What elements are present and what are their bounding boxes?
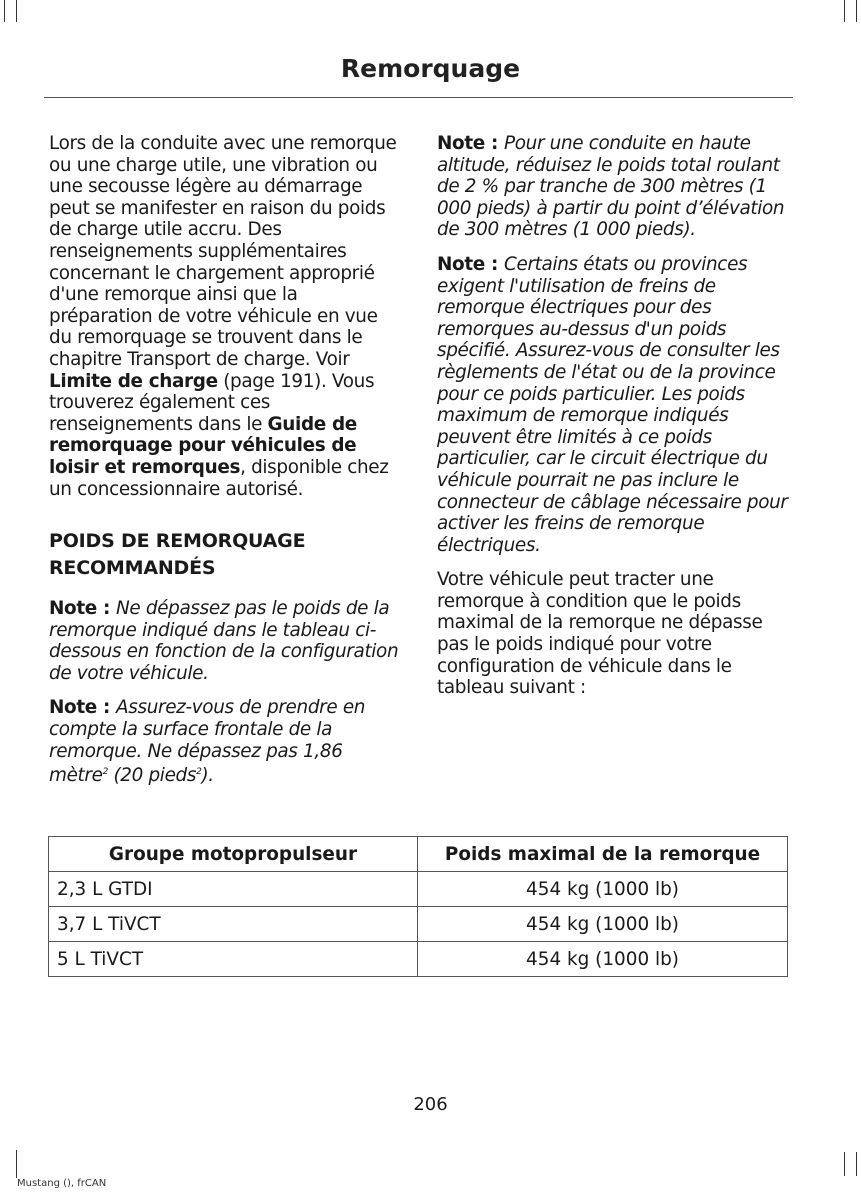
table-header-row — [49, 837, 788, 872]
table-cell-weight: 454 kg (1000 lb) — [418, 872, 788, 907]
section-heading: POIDS DE REMORQUAGE RECOMMANDÉS — [49, 530, 306, 580]
link-limite-de-charge[interactable]: Limite de charge — [49, 370, 218, 392]
header-divider — [44, 97, 793, 98]
superscript: 2 — [102, 767, 108, 778]
table-row — [49, 942, 788, 977]
note-label: Note : — [49, 598, 116, 620]
page-number: 206 — [413, 1094, 448, 1115]
crop-mark — [856, 1152, 857, 1176]
note-paragraph — [49, 598, 403, 684]
right-column — [437, 133, 791, 712]
note-text: Certains états ou provinces exigent l'utilisation de freins de remorque électriques pour des remorques au-dessus d'un poids spécifié. Assurez-vous de consulter les règlements de l'état ou de la province pour ce poids particulier. Les poids maximum de remorque indiqués peuvent être limités à ce poids particulier, car le circuit électrique du véhicule pourrait ne pas inclure le connecteur de câblage nécessaire pour activer les freins de remorque électriques. — [437, 253, 788, 556]
table-cell-weight: 454 kg (1000 lb) — [418, 907, 788, 942]
crop-mark — [16, 0, 17, 22]
table-cell-powertrain: 2,3 L GTDI — [49, 872, 418, 907]
intro-text: Lors de la conduite avec une remorque ou une charge utile, une vibration ou une secousse légère au démarrage peut se manifester en raison du poids de charge utile accru. Des renseignements supplémentaires concernant le chargement approprié d'une remorque ainsi que la préparation de votre véhicule en vue du remorquage se trouvent dans le chapitre Transport de charge. Voir — [49, 133, 397, 370]
intro-text: , disponible chez un concessionnaire autorisé. — [49, 456, 389, 500]
table-row — [49, 872, 788, 907]
column-header: Groupe motopropulseur — [49, 837, 418, 872]
crop-mark — [844, 0, 845, 22]
crop-mark — [844, 1152, 845, 1176]
intro-paragraph — [49, 133, 403, 500]
towing-weight-table — [48, 836, 788, 977]
link-guide-de-remorquage[interactable]: Guide de remorquage pour véhicules de loisir et remorques — [49, 413, 357, 478]
crop-mark — [16, 1150, 17, 1178]
crop-mark — [856, 0, 857, 22]
note-label: Note : — [49, 697, 116, 719]
note-text-part: Assurez-vous de prendre en compte la surface frontale de la remorque. Ne dépassez pas 1,86 mètre — [49, 697, 366, 787]
superscript: 2 — [196, 767, 202, 778]
note-text: Pour une conduite en haute altitude, réduisez le poids total roulant de 2 % par tranche de 300 mètres (1 000 pieds) à partir du point d’élévation de 300 mètres (1 000 pieds). — [437, 133, 785, 241]
intro-text: (page 191). Vous trouverez également ces renseignements dans le — [49, 370, 375, 435]
table-row — [49, 907, 788, 942]
note-paragraph — [437, 133, 791, 241]
table-cell-powertrain: 3,7 L TiVCT — [49, 907, 418, 942]
page-title: Remorquage — [340, 54, 521, 83]
note-paragraph — [49, 697, 403, 787]
crop-mark — [4, 0, 5, 22]
body-paragraph: Votre véhicule peut tracter une remorque à condition que le poids maximal de la remorque ne dépasse pas le poids indiqué pour votre configuration de véhicule dans le tableau suivant : — [437, 569, 763, 699]
column-header: Poids maximal de la remorque — [418, 837, 788, 872]
note-text-part: ). — [201, 765, 214, 787]
table-cell-weight: 454 kg (1000 lb) — [418, 942, 788, 977]
note-text-part: (20 pieds — [107, 765, 197, 787]
table-cell-powertrain: 5 L TiVCT — [49, 942, 418, 977]
left-column — [49, 133, 403, 800]
note-text: Ne dépassez pas le poids de la remorque indiqué dans le tableau ci-dessous en fonction de la configuration de votre véhicule. — [49, 598, 399, 684]
note-label: Note : — [437, 253, 504, 275]
note-label: Note : — [437, 133, 504, 154]
footer-text: Mustang (), frCAN — [17, 1178, 107, 1189]
note-paragraph — [437, 254, 791, 556]
